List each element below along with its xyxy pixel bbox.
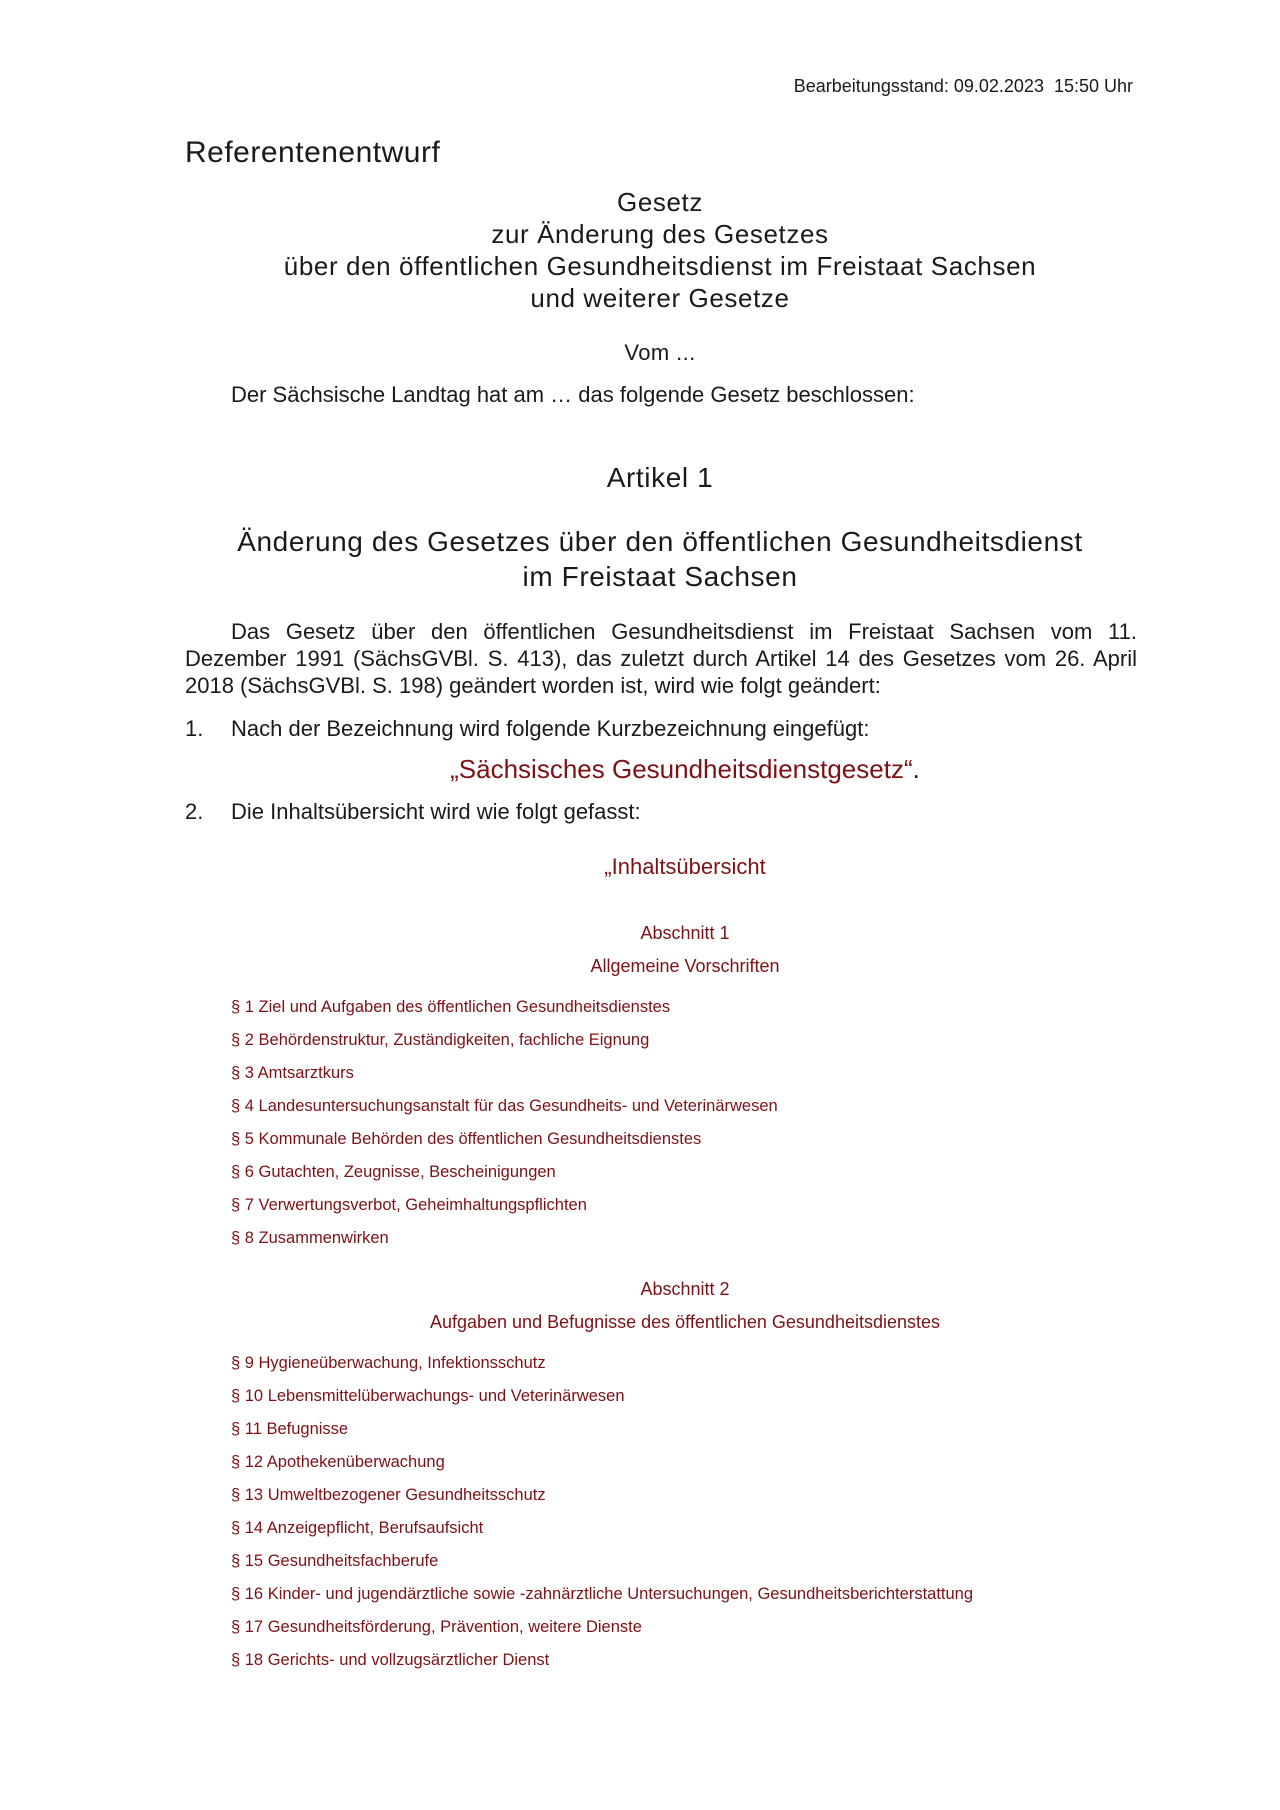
enactment-clause: Der Sächsische Landtag hat am … das folgende Gesetz beschlossen:	[231, 382, 915, 407]
toc-entry: § 1 Ziel und Aufgaben des öffentlichen Gesundheitsdienstes	[231, 998, 671, 1016]
toc-entry: § 10 Lebensmittelüberwachungs- und Veterinärwesen	[231, 1387, 625, 1405]
law-title	[185, 186, 1135, 314]
toc-entry: § 5 Kommunale Behörden des öffentlichen Gesundheitsdienstes	[231, 1130, 702, 1148]
amendment-item-text: Nach der Bezeichnung wird folgende Kurzbezeichnung eingefügt:	[231, 716, 870, 741]
toc-section-1-entries	[231, 997, 778, 1261]
toc-entry: § 7 Verwertungsverbot, Geheimhaltungspflichten	[231, 1196, 587, 1214]
toc-entry: § 16 Kinder- und jugendärztliche sowie -zahnärztliche Untersuchungen, Gesundheitsberichterstattung	[231, 1585, 974, 1603]
edit-status: Bearbeitungsstand: 09.02.2023 15:50 Uhr	[793, 76, 1133, 96]
toc-entry: § 2 Behördenstruktur, Zuständigkeiten, fachliche Eignung	[231, 1031, 650, 1049]
law-title-line-2: zur Änderung des Gesetzes	[491, 219, 829, 249]
amendment-item-1	[185, 716, 869, 742]
law-title-line-4: und weiterer Gesetze	[530, 283, 790, 313]
article-paragraph: Das Gesetz über den öffentlichen Gesundheitsdienst im Freistaat Sachsen vom 11. Dezember 1991 (SächsGVBl. S. 413), das zuletzt durch Artikel 14 des Gesetzes vom 26. April 2018 (SächsGVBl. S. 198) geändert worden ist, wird wie folgt geändert:	[185, 619, 1137, 698]
toc-section-2-entries	[231, 1353, 973, 1683]
toc-section-name: Allgemeine Vorschriften	[590, 956, 780, 976]
law-title-line-3: über den öffentlichen Gesundheitsdienst im Freistaat Sachsen	[283, 251, 1037, 281]
toc-entry: § 15 Gesundheitsfachberufe	[231, 1552, 439, 1570]
toc-entry: § 12 Apothekenüberwachung	[231, 1453, 445, 1471]
article-heading-line-2: im Freistaat Sachsen	[522, 561, 798, 592]
short-title-quote	[185, 754, 1185, 785]
toc-entry: § 18 Gerichts- und vollzugsärztlicher Dienst	[231, 1651, 550, 1669]
toc-entry: § 17 Gesundheitsförderung, Prävention, weitere Dienste	[231, 1618, 642, 1636]
toc-section-label: Abschnitt 2	[640, 1279, 730, 1299]
toc-section-1-heading	[185, 917, 1185, 983]
toc-entry: § 6 Gutachten, Zeugnisse, Bescheinigungen	[231, 1163, 556, 1181]
toc-entry: § 9 Hygieneüberwachung, Infektionsschutz	[231, 1354, 546, 1372]
toc-section-label: Abschnitt 1	[640, 923, 730, 943]
date-line: Vom ...	[624, 340, 696, 365]
amendment-item-number: 2.	[185, 799, 204, 824]
amendment-item-number: 1.	[185, 716, 204, 741]
amendment-item-2	[185, 799, 641, 825]
toc-entry: § 14 Anzeigepflicht, Berufsaufsicht	[231, 1519, 484, 1537]
article-heading	[185, 524, 1135, 594]
article-number: Artikel 1	[606, 462, 714, 493]
amendment-item-text: Die Inhaltsübersicht wird wie folgt gefasst:	[231, 799, 641, 824]
short-title-text: „Sächsisches Gesundheitsdienstgesetz“	[450, 754, 913, 784]
document-type-label: Referentenentwurf	[185, 136, 441, 169]
short-title-end: .	[912, 754, 920, 784]
toc-entry: § 11 Befugnisse	[231, 1420, 349, 1438]
toc-entry: § 4 Landesuntersuchungsanstalt für das Gesundheits- und Veterinärwesen	[231, 1097, 778, 1115]
toc-section-name: Aufgaben und Befugnisse des öffentlichen Gesundheitsdienstes	[429, 1312, 941, 1332]
toc-entry: § 8 Zusammenwirken	[231, 1229, 389, 1247]
article-heading-line-1: Änderung des Gesetzes über den öffentlichen Gesundheitsdienst	[237, 526, 1083, 557]
law-title-line-1: Gesetz	[617, 187, 703, 217]
toc-entry: § 13 Umweltbezogener Gesundheitsschutz	[231, 1486, 546, 1504]
toc-section-2-heading	[185, 1273, 1185, 1339]
toc-title: „Inhaltsübersicht	[604, 854, 766, 879]
toc-entry: § 3 Amtsarztkurs	[231, 1064, 354, 1082]
